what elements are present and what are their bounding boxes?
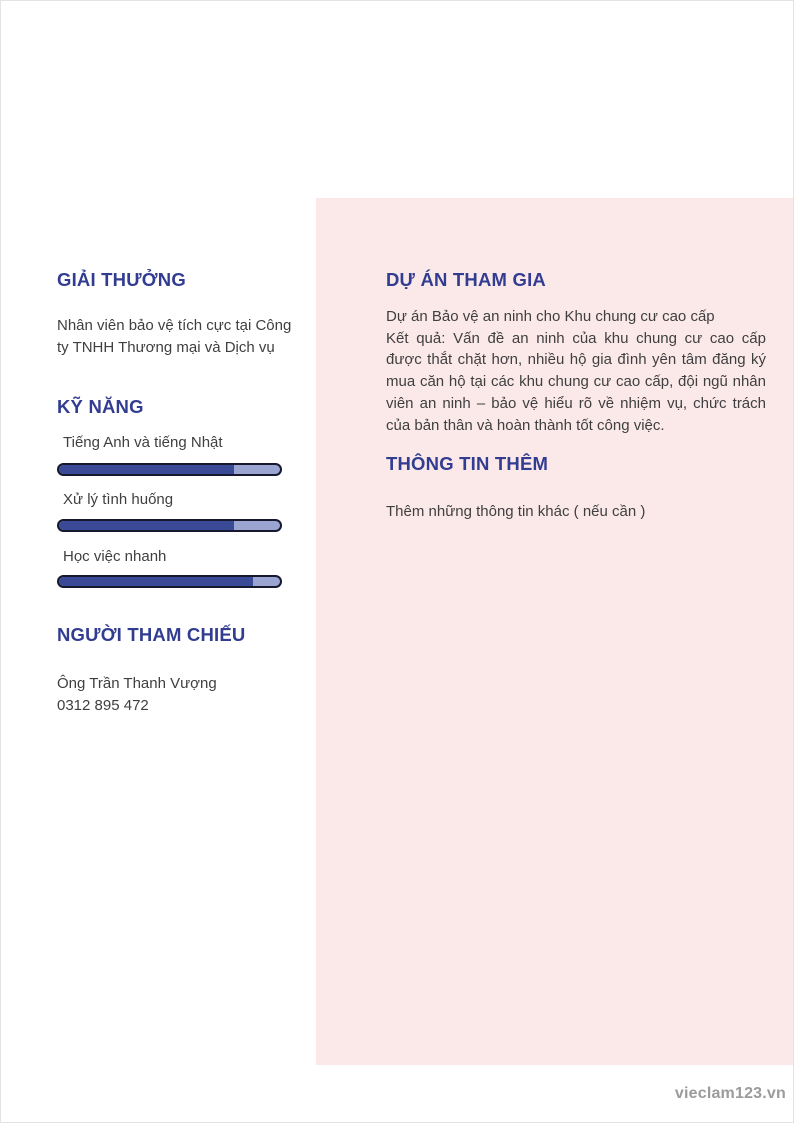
additional-info-section-title: THÔNG TIN THÊM: [386, 453, 549, 474]
projects-text: [386, 306, 766, 436]
skill-progress-fill: [59, 577, 253, 586]
skill-label: Học việc nhanh: [63, 548, 167, 565]
skill-progress-fill: [59, 465, 234, 474]
vieclam123-watermark: vieclam123.vn: [674, 1085, 786, 1102]
reference-name: Ông Trần Thanh Vượng: [57, 675, 217, 692]
project-result-text: Kết quả: Vấn đề an ninh của khu chung cư cao cấp được thắt chặt hơn, nhiều hộ gia đình yên tâm đăng ký mua căn hộ tại các khu chung cư cao cấp, đội ngũ nhân viên an ninh – bảo vệ hiểu rõ về nhiệm vụ, chức trách của bản thân và hoàn thành tốt công việc.: [386, 329, 766, 434]
skill-progress-fill: [59, 521, 234, 530]
awards-section-title: GIẢI THƯỞNG: [57, 269, 186, 290]
awards-text: Nhân viên bảo vệ tích cực tại Công ty TNHH Thương mại và Dịch vụ: [57, 317, 292, 356]
additional-info-text: Thêm những thông tin khác ( nếu cần ): [386, 503, 646, 520]
references-section-title: NGƯỜI THAM CHIẾU: [57, 624, 246, 645]
skill-label: Xử lý tình huống: [63, 491, 174, 508]
skills-section-title: KỸ NĂNG: [57, 396, 144, 417]
reference-phone: 0312 895 472: [57, 697, 149, 714]
skill-progress-bar: [57, 519, 282, 532]
skill-progress-bar: [57, 463, 282, 476]
projects-section-title: DỰ ÁN THAM GIA: [386, 269, 546, 290]
skill-progress-bar: [57, 575, 282, 588]
skill-label: Tiếng Anh và tiếng Nhật: [63, 434, 223, 451]
project-name-line: Dự án Bảo vệ an ninh cho Khu chung cư cao cấp: [386, 308, 715, 325]
